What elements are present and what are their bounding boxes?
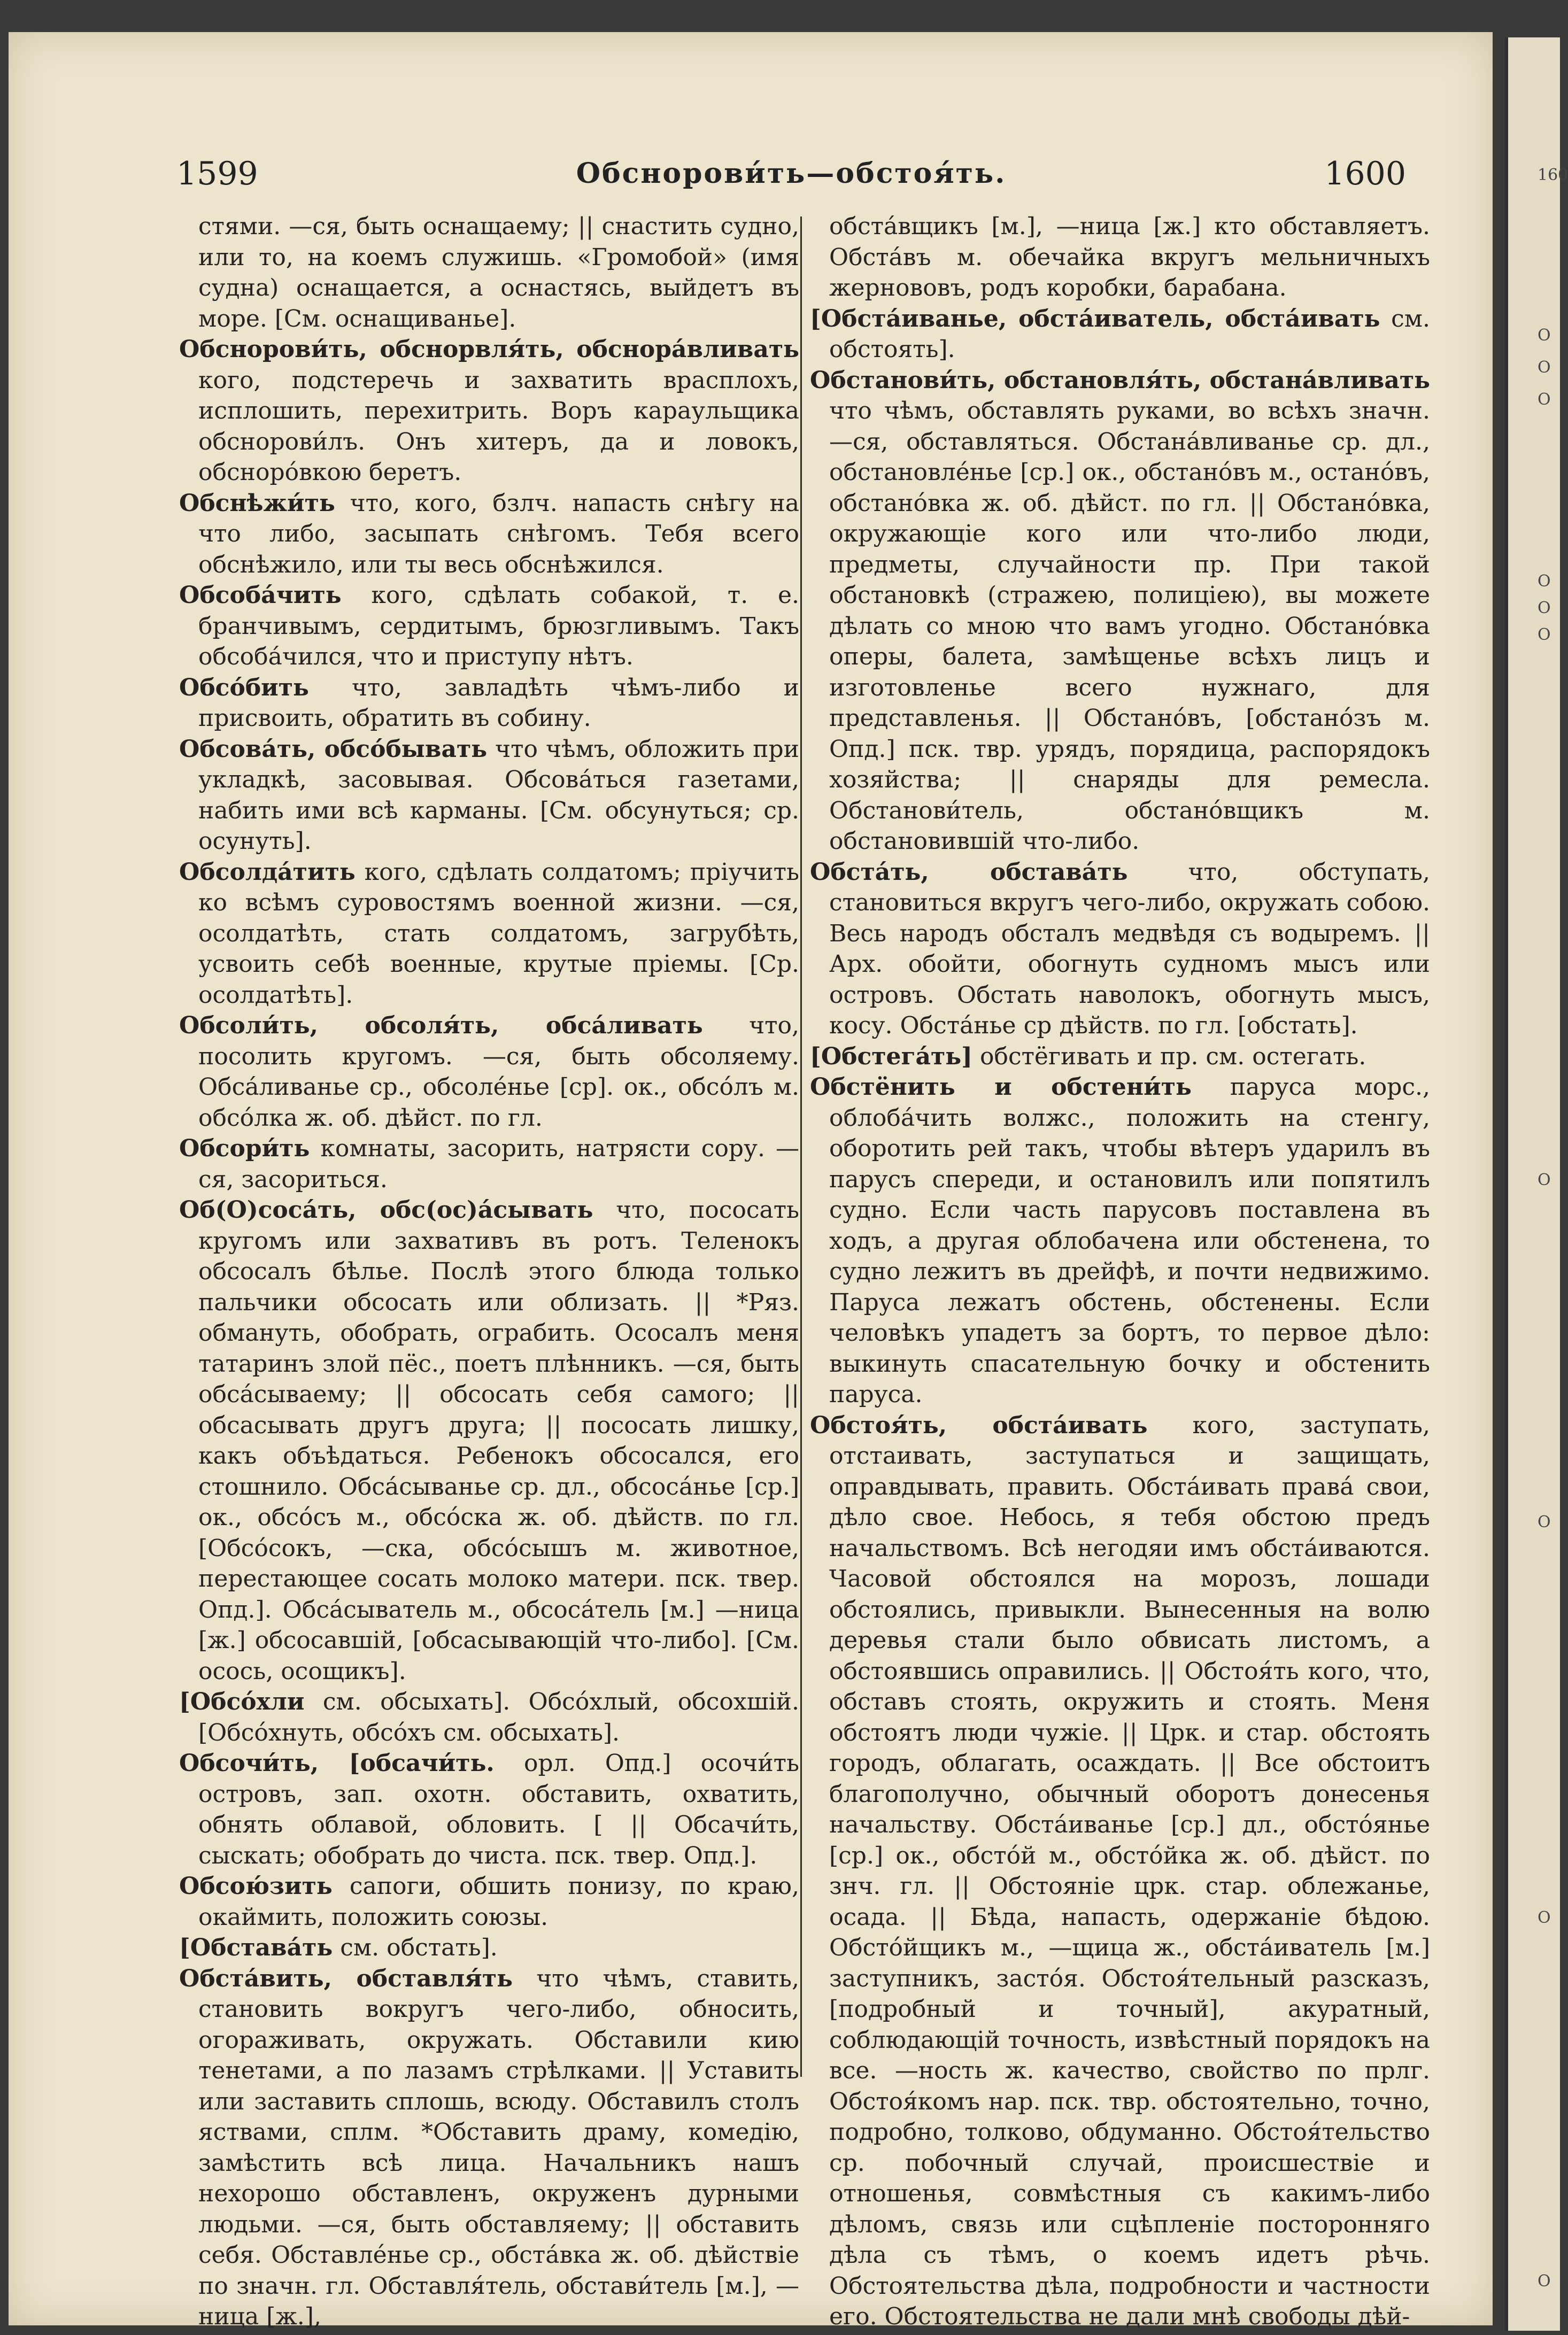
dictionary-entry (179, 1195, 799, 1687)
entry-definition: обстёгивать и пр. см. остегать. (979, 1042, 1366, 1070)
dictionary-entry (179, 1748, 799, 1871)
right-column (810, 211, 1430, 2330)
dictionary-entry (179, 1133, 799, 1195)
dictionary-entry (179, 734, 799, 857)
entry-definition: орл. Опд.] осочи́ть островъ, зап. охотн. обставить, охватить, обнять облавой, обловить. [ || Обсачи́ть, сыскать; обобрать до чиста. пск. твер. Опд.]. (198, 1750, 799, 1869)
column-divider (800, 217, 802, 2077)
entry-headword: Обсочи́ть, [обсачи́ть. (179, 1750, 495, 1777)
entry-definition: что чѣмъ, обложить при укладкѣ, засовывая. Обсова́ться газетами, набить ими всѣ карманы. [См. обсунуться; ср. осунуть]. (198, 735, 799, 855)
entry-definition: обста́вщикъ [м.], —ница [ж.] кто обставляетъ. Обста́въ м. обечайка вкругъ мельничныхъ жернововъ, родъ коробки, барабана. (829, 213, 1430, 301)
entry-definition: комнаты, засорить, натрясти сору. —ся, засориться. (198, 1135, 799, 1193)
entry-definition: кого, заступать, отстаивать, заступаться и защищать, оправдывать, править. Обста́ивать правá свои, дѣло свое. Небось, я тебя обстою предъ начальствомъ. Всѣ негодяи имъ обста́иваются. Часовой обстоялся на морозъ, лошади обстоялись, привыкли. Вынесенныя на волю деревья стали было обвисать листомъ, а обстоявшись оправились. || Обстоя́ть кого, что, обставъ стоять, окружить и стоять. Меня обстоятъ люди чужіе. || Црк. и стар. обстоять городъ, облагать, осаждать. || Все обстоитъ благополучно, обычный оборотъ донесенья начальству. Обста́иванье [ср.] дл., обстóянье [ср.] ок., обстóй м., обстóйка ж. об. дѣйст. по знч. гл. || Обстояніе црк. стар. облежанье, осада. || Бѣда, напасть, одержаніе бѣдою. Обстóйщикъ м., —щица ж., обста́иватель [м.] заступникъ, застóя. Обстоя́тельный разсказъ, [подробный и точный], акуратный, соблюдающій точность, извѣстный порядокъ на все. —ность ж. качество, свойство по прлг. Обстоя́комъ нар. пск. твр. обстоятельно, точно, подробно, толково, обдуманно. Обстоя́тельство ср. побочный случай, происшествіе и отношенья, совмѣстныя съ какимъ-либо дѣломъ, связь или сцѣпленіе посторонняго дѣла съ тѣмъ, о коемъ идетъ рѣчь. Обстоятельства дѣла, подробности и частности его. Обстоятельства не дали мнѣ свободы дѣй- (829, 1411, 1430, 2330)
adjacent-page-fragment: O (1538, 1908, 1551, 1927)
dictionary-entry (179, 1963, 799, 2332)
dictionary-entry (179, 334, 799, 488)
entry-headword: Обста́вить, обставля́ть (179, 1965, 513, 1992)
entry-headword: Обсова́ть, обсо́бывать (179, 735, 488, 763)
entry-definition: см. обсыхать]. Обсóхлый, обсохшій. [Обсóхнуть, обсóхъ см. обсыхать]. (198, 1688, 799, 1746)
entry-headword: Обстёнить и обстени́ть (810, 1073, 1192, 1101)
entry-definition: что, завладѣть чѣмъ-либо и присвоить, обратить въ собину. (198, 674, 799, 732)
entry-headword: Обстоя́ть, обста́ивать (810, 1411, 1148, 1439)
dictionary-entry (810, 857, 1430, 1041)
page-number-left: 1599 (176, 155, 258, 192)
entry-headword: Обснорови́ть, обснорвля́ть, обснора́вливать (179, 336, 799, 363)
adjacent-page-fragment: O (1538, 1513, 1551, 1532)
entry-definition: что чѣмъ, обставлять руками, во всѣхъ значн. —ся, обставляться. Обстана́вливанье ср. дл., обстановлéнье [ср.] ок., обстанóвъ м., останóвъ, обстанóвка ж. об. дѣйст. по гл. || Обстанóвка, окружающіе кого или что-либо люди, предметы, случайности пр. При такой обстановкѣ (стражею, полиціею), вы можете дѣлать со мною что вамъ угодно. Обстанóвка оперы, балета, замѣщенье всѣхъ лицъ и изготовленье всего нужнаго, для представленья. || Обстанóвъ, [обстанóзъ м. Опд.] пск. твр. урядъ, порядица, распорядокъ хозяйства; || снаряды для ремесла. Обстанови́тель, обстанóвщикъ м. обстановившій что-либо. (829, 397, 1430, 855)
entry-headword: Обстанови́ть, обстановля́ть, обстана́вливать (810, 366, 1430, 394)
dictionary-entry (810, 1041, 1430, 1072)
entry-definition: кого, подстеречь и захватить врасплохъ, исплошить, перехитрить. Воръ караульщика обснорови́лъ. Онъ хитеръ, да и ловокъ, обснорóвкою беретъ. (198, 366, 799, 486)
entry-headword: [Обстега́ть] (810, 1042, 972, 1070)
entry-definition: кого, сдѣлать собакой, т. е. бранчивымъ, сердитымъ, брюзгливымъ. Такъ обсоба́чился, что и приступу нѣтъ. (198, 582, 799, 670)
page-header (176, 155, 1406, 198)
dictionary-entry (179, 211, 799, 334)
entry-headword: Обста́ть, обстава́ть (810, 858, 1128, 886)
entry-headword: [Обстава́ть (179, 1934, 333, 1961)
dictionary-entry (179, 1010, 799, 1133)
left-column (179, 211, 799, 2330)
adjacent-page-fragment: O (1538, 358, 1551, 377)
entry-headword: Обсолда́тить (179, 858, 356, 886)
entry-definition: что чѣмъ, ставить, становить вокругъ чего-либо, обносить, огораживать, окружать. Обставили кию тенетами, а по лазамъ стрѣлками. || Уставить или заставить сплошь, всюду. Обставилъ столъ яствами, сплм. *Обставить драму, комедію, замѣстить всѣ лица. Начальникъ нашъ нехорошо обставленъ, окруженъ дурными людьми. —ся, быть обставляему; || обставить себя. Обставлéнье ср., обста́вка ж. об. дѣйствіе по значн. гл. Обставля́тель, обстави́тель [м.], —ница [ж.], (198, 1965, 799, 2330)
dictionary-entry (179, 488, 799, 581)
page-number-right: 1600 (1324, 155, 1406, 192)
dictionary-entry (179, 857, 799, 1011)
adjacent-page-fragment: O (1538, 625, 1551, 644)
entry-definition: что, кого, бзлч. напасть снѣгу на что либо, засыпать снѣгомъ. Тебя всего обснѣжило, или ты весь обснѣжился. (198, 489, 799, 578)
adjacent-page-fragment: 160 (1538, 166, 1568, 184)
dictionary-entry (810, 1072, 1430, 1410)
entry-definition: что, посолить кругомъ. —ся, быть обсоляему. Обса́ливанье ср., обсолéнье [ср]. ок., обсóлъ м. обсóлка ж. об. дѣйст. по гл. (198, 1012, 799, 1132)
entry-definition: паруса морс., облоба́чить волжс., положить на стенгу, оборотить рей такъ, чтобы вѣтеръ ударилъ въ парусъ спереди, и остановилъ или попятилъ судно. Если часть парусовъ поставлена въ ходъ, а другая облобачена или обстенена, то судно лежитъ въ дрейфѣ, и почти недвижимо. Паруса лежатъ обстень, обстенены. Если человѣкъ упадетъ за бортъ, то первое дѣло: выкинуть спасательную бочку и обстенить паруса. (829, 1073, 1430, 1408)
dictionary-entry (810, 1410, 1430, 2332)
entry-definition: см. обстать]. (340, 1934, 498, 1961)
entry-headword: [Обсóхли (179, 1688, 305, 1715)
dictionary-entry (810, 365, 1430, 857)
entry-definition: кого, сдѣлать солдатомъ; пріучить ко всѣмъ суровостямъ военной жизни. —ся, осолдатѣть, стать солдатомъ, загрубѣть, усвоить себѣ военные, крутые пріемы. [Ср. осолдатѣть]. (198, 858, 799, 1009)
entry-definition: что, пососать кругомъ или захвативъ въ ротъ. Теленокъ обсосалъ бѣлье. Послѣ этого блюда только пальчики обсосать или облизать. || *Ряз. обмануть, обобрать, ограбить. Ососалъ меня татаринъ злой пёс., поетъ плѣнникъ. —ся, быть обса́сываему; || обсосать себя самого; || обсасывать другъ друга; || пососать лишку, какъ объѣдаться. Ребенокъ обсосался, его стошнило. Обса́сыванье ср. дл., обсосáнье [ср.] ок., обсóсъ м., обсóска ж. об. дѣйств. по гл. [Обсóсокъ, —ска, обсóсышъ м. животное, перестающее сосать молоко матери. пск. твер. Опд.]. Обса́сыватель м., обсоса́тель [м.] —ница [ж.] обсосавшій, [обсасывающій что-либо]. [См. осось, осощикъ]. (198, 1196, 799, 1685)
adjacent-page-fragment: O (1538, 2272, 1551, 2291)
running-title: Обснорови́ть—обстоя́ть. (576, 157, 1007, 190)
adjacent-page-edge (1505, 37, 1568, 2331)
adjacent-page-fragment: O (1538, 599, 1551, 617)
adjacent-page-fragment: O (1538, 572, 1551, 591)
dictionary-entry (179, 1687, 799, 1748)
dictionary-entry (810, 211, 1430, 304)
dictionary-entry (179, 580, 799, 672)
entry-definition: см. обстоять]. (829, 305, 1430, 363)
entry-headword: Обсоба́чить (179, 582, 342, 609)
entry-headword: [Обста́иванье, обста́иватель, обста́ивать (810, 305, 1380, 333)
entry-headword: Обсо́бить (179, 674, 309, 701)
adjacent-page-fragment: O (1538, 390, 1551, 409)
adjacent-page-fragment: O (1538, 326, 1551, 345)
entry-definition: стями. —ся, быть оснащаему; || снастить судно, или то, на коемъ служишь. «Громобой» (имя судна) оснащается, а оснастясь, выйдетъ въ море. [См. оснащиванье]. (198, 213, 799, 333)
dictionary-entry (179, 1871, 799, 1932)
entry-definition: сапоги, обшить понизу, по краю, окаймить, положить союзы. (198, 1873, 799, 1931)
adjacent-page-fragment: O (1538, 1171, 1551, 1189)
dictionary-entry (179, 672, 799, 734)
entry-headword: Об(О)соса́ть, обс(ос)а́сывать (179, 1196, 593, 1224)
entry-headword: Обсоли́ть, обсоля́ть, обса́ливать (179, 1012, 703, 1039)
entry-headword: Обсори́ть (179, 1135, 310, 1162)
entry-definition: что, обступать, становиться вкругъ чего-либо, окружать собою. Весь народъ обсталъ медвѣдя съ водыремъ. || Арх. обойти, обогнуть судномъ мысъ или островъ. Обстать наволокъ, обогнуть мысъ, косу. Обста́нье ср дѣйств. по гл. [обстать]. (829, 858, 1430, 1039)
entry-headword: Обснѣжи́ть (179, 489, 335, 517)
entry-headword: Обсою́зить (179, 1873, 333, 1900)
dictionary-entry (179, 1932, 799, 1963)
dictionary-entry (810, 304, 1430, 365)
